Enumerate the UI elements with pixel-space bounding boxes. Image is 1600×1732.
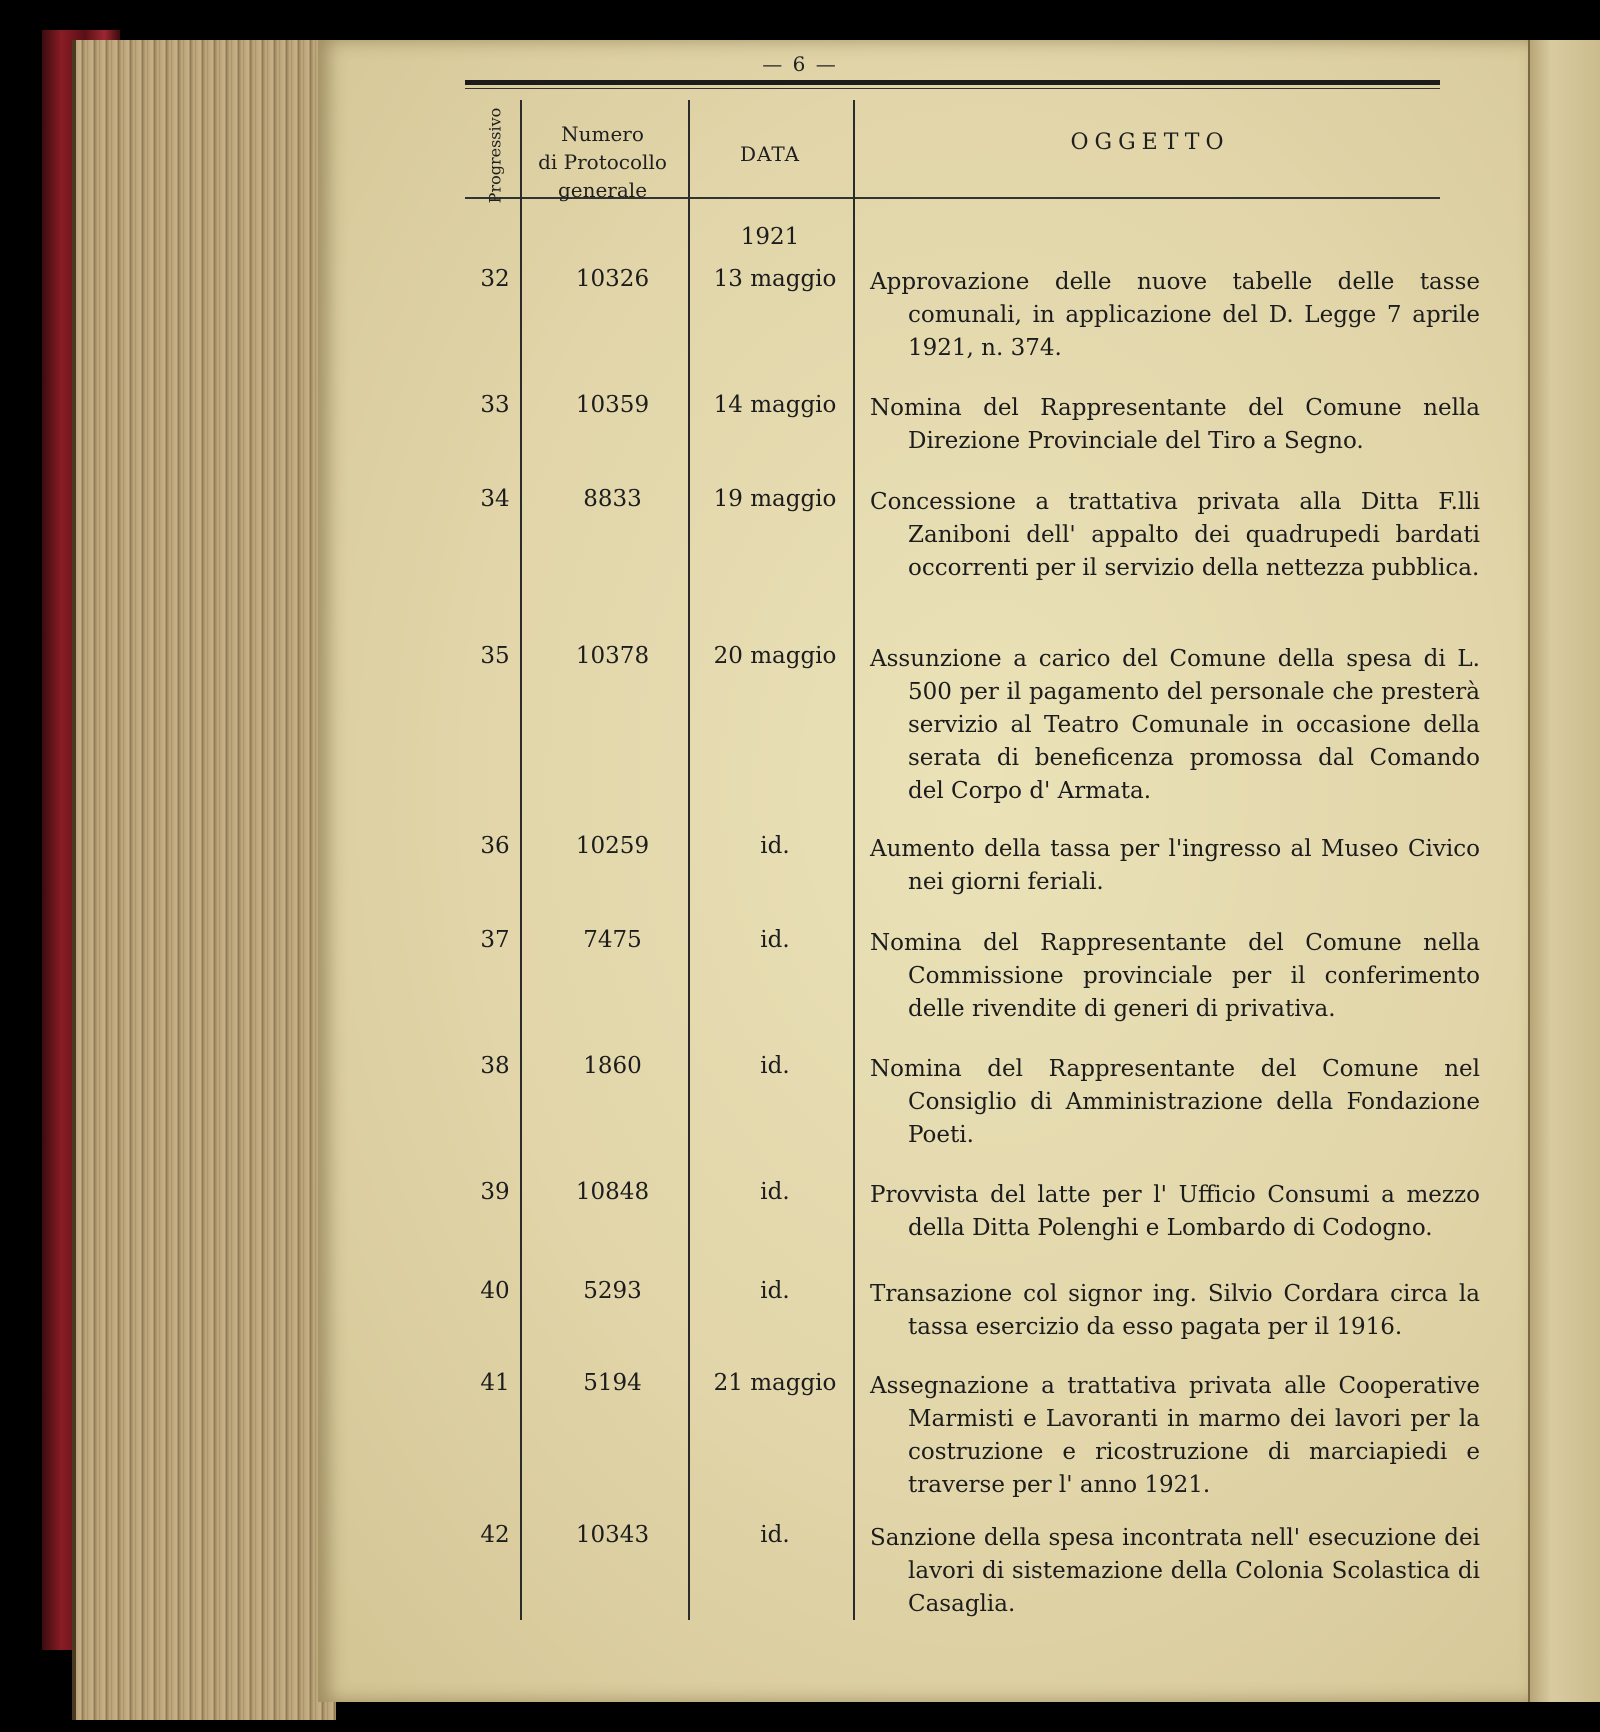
cell-data: 19 maggio bbox=[713, 486, 837, 512]
cell-progressivo: 40 bbox=[480, 1278, 510, 1304]
cell-oggetto: Concessione a trattativa privata alla Ditta F.lli Zaniboni dell' appalto dei quadrupedi bardati occorrenti per il servizio della nettezza pubblica. bbox=[870, 489, 1480, 581]
top-rule-thin bbox=[465, 88, 1440, 89]
cell-oggetto: Approvazione delle nuove tabelle delle tasse comunali, in applicazione del D. Legge 7 aprile 1921, n. 374. bbox=[870, 269, 1480, 361]
cell-oggetto: Transazione col signor ing. Silvio Cordara circa la tassa esercizio da esso pagata per il 1916. bbox=[870, 1281, 1480, 1340]
page-edges bbox=[72, 40, 336, 1720]
cell-data: 20 maggio bbox=[713, 643, 837, 669]
cell-progressivo: 34 bbox=[480, 486, 510, 512]
cell-oggetto: Assegnazione a trattativa privata alle Cooperative Marmisti e Lavoranti in marmo dei lavori per la costruzione e ricostruzione di marciapiedi e traverse per l' anno 1921. bbox=[870, 1373, 1480, 1498]
cell-protocollo: 10343 bbox=[575, 1522, 650, 1548]
cell-data: id. bbox=[760, 1278, 790, 1304]
cell-progressivo: 37 bbox=[480, 927, 510, 953]
cell-progressivo: 33 bbox=[480, 392, 510, 418]
cell-data: id. bbox=[760, 1179, 790, 1205]
cell-progressivo: 35 bbox=[480, 643, 510, 669]
cell-oggetto: Nomina del Rappresentante del Comune nella Commissione provinciale per il conferimento delle rivendite di generi di privativa. bbox=[870, 930, 1480, 1022]
cell-data: id. bbox=[760, 1522, 790, 1548]
cell-protocollo: 10359 bbox=[575, 392, 650, 418]
cell-protocollo: 10259 bbox=[575, 833, 650, 859]
header-numero bbox=[520, 120, 685, 204]
cell-protocollo: 1860 bbox=[583, 1053, 642, 1079]
cell-protocollo: 5293 bbox=[583, 1278, 642, 1304]
cell-progressivo: 38 bbox=[480, 1053, 510, 1079]
cell-data: id. bbox=[760, 1053, 790, 1079]
cell-protocollo: 10848 bbox=[575, 1179, 650, 1205]
cell-protocollo: 10378 bbox=[575, 643, 650, 669]
cell-data: 21 maggio bbox=[713, 1370, 837, 1396]
cell-oggetto: Nomina del Rappresentante del Comune nel Consiglio di Amministrazione della Fondazione Poeti. bbox=[870, 1056, 1480, 1148]
cell-protocollo: 5194 bbox=[583, 1370, 642, 1396]
cell-protocollo: 8833 bbox=[583, 486, 642, 512]
cell-data: 13 maggio bbox=[713, 266, 837, 292]
cell-data: id. bbox=[760, 927, 790, 953]
cell-protocollo: 10326 bbox=[575, 266, 650, 292]
cell-data: id. bbox=[760, 833, 790, 859]
cell-oggetto: Provvista del latte per l' Ufficio Consumi a mezzo della Ditta Polenghi e Lombardo di Codogno. bbox=[870, 1182, 1480, 1241]
cell-progressivo: 36 bbox=[480, 833, 510, 859]
cell-oggetto: Assunzione a carico del Comune della spesa di L. 500 per il pagamento del personale che presterà servizio al Teatro Comunale in occasione della serata di beneficenza promossa dal Comando del Corpo d' Armata. bbox=[870, 646, 1480, 804]
header-progressivo bbox=[470, 100, 520, 210]
cell-oggetto: Aumento della tassa per l'ingresso al Museo Civico nei giorni feriali. bbox=[870, 836, 1480, 895]
cell-progressivo: 39 bbox=[480, 1179, 510, 1205]
cell-progressivo: 41 bbox=[480, 1370, 510, 1396]
header-numero-line: di Protocollo bbox=[538, 150, 667, 174]
year-label: 1921 bbox=[740, 224, 800, 250]
column-divider bbox=[520, 100, 522, 1620]
cell-data: 14 maggio bbox=[713, 392, 837, 418]
cell-progressivo: 32 bbox=[480, 266, 510, 292]
cell-progressivo: 42 bbox=[480, 1522, 510, 1548]
header-numero-line: Numero bbox=[561, 122, 644, 146]
header-numero-line: generale bbox=[557, 178, 648, 202]
cell-oggetto: Sanzione della spesa incontrata nell' esecuzione dei lavori di sistemazione della Colonia Scolastica di Casaglia. bbox=[870, 1525, 1480, 1617]
facing-page-edge bbox=[1528, 40, 1600, 1702]
top-rule bbox=[465, 80, 1440, 85]
header-oggetto: OGGETTO bbox=[1070, 130, 1230, 155]
header-progressivo-label: Progressivo bbox=[485, 107, 505, 203]
header-data: DATA bbox=[739, 142, 801, 166]
cell-oggetto: Nomina del Rappresentante del Comune nella Direzione Provinciale del Tiro a Segno. bbox=[870, 395, 1480, 454]
page-number: — 6 — bbox=[762, 52, 838, 76]
cell-protocollo: 7475 bbox=[583, 927, 642, 953]
